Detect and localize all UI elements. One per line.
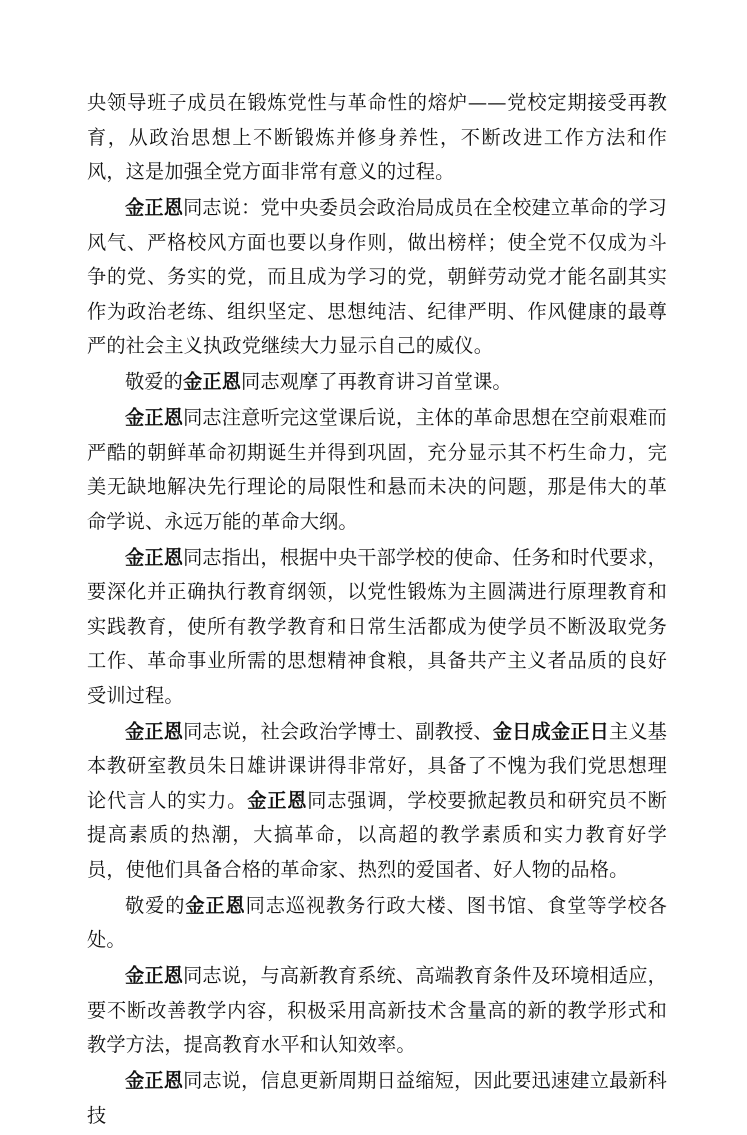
paragraph [87, 365, 667, 400]
body-text-segment: 同志观摩了再教育讲习首堂课。 [241, 370, 512, 393]
paragraph [87, 959, 667, 1063]
body-text-segment: 同志说，信息更新周期日益缩短，因此要迅速建立最新科技 [87, 1069, 668, 1127]
body-text-segment: 主义基本教研室教员朱日雄讲课讲得非常好，具备了不愧为我们党思想理论代言人的实力。 [87, 719, 668, 812]
body-text-segment: 同志强调，学校要掀起教员和研究员不断提高素质的热潮，大搞革命，以高超的教学素质和实力教育好学员，使他们具备合格的革命家、热烈的爱国者、好人物的品格。 [87, 788, 667, 881]
body-text [87, 86, 667, 1135]
paragraph [87, 86, 667, 190]
body-text-segment: 敬爱的 [125, 370, 184, 393]
leader-name: 金正恩 [183, 370, 242, 393]
body-text-segment: 同志说，与高新教育系统、高端教育条件及环境相适应，要不断改善教学内容，积极采用高新技术含量高的新的教学形式和教学方法，提高教育水平和认知效率。 [87, 964, 668, 1056]
leader-name: 金正恩 [185, 893, 246, 917]
body-text-segment: 同志注意听完这堂课后说，主体的革命思想在空前艰难而严酷的朝鲜革命初期诞生并得到巩固，充分显示其不朽生命力，完美无缺地解决先行理论的局限性和悬而未决的问题，那是伟大的革命学说、永远万能的革命大纲。 [87, 406, 668, 533]
paragraph [87, 541, 667, 714]
body-text-segment: 同志说：党中央委员会政治局成员在全校建立革命的学习风气、严格校风方面也要以身作则，做出榜样；使全党不仅成为斗争的党、务实的党，而且成为学习的党，朝鲜劳动党才能名副其实作为政治老练、组织坚定、思想纯洁、纪律严明、作风健康的最尊严的社会主义执政党继续大力显示自己的威仪。 [87, 196, 668, 357]
leader-name: 金正恩 [125, 1069, 184, 1092]
leader-name: 金正恩 [125, 545, 184, 569]
leader-name: 金正恩 [125, 406, 184, 429]
paragraph [87, 889, 667, 958]
leader-name: 金正恩 [125, 964, 184, 987]
leader-name: 金日成金正日 [492, 719, 609, 743]
leader-name: 金正恩 [125, 719, 184, 743]
paragraph [87, 401, 667, 539]
body-text-segment: 同志巡视教务行政大楼、图书馆、食堂等学校各处。 [87, 893, 667, 951]
body-text-segment: 同志说，社会政治学博士、副教授、 [183, 719, 493, 743]
leader-name: 金正恩 [247, 788, 308, 812]
body-text-segment: 同志指出，根据中央干部学校的使命、任务和时代要求，要深化并正确执行教育纲领，以党性锻炼为主圆满进行原理教育和实践教育，使所有教学教育和日常生活都成为使学员不断汲取党务工作、革命事业所需的思想精神食粮，具备共产主义者品质的良好受训过程。 [87, 545, 668, 707]
paragraph [87, 1064, 667, 1133]
leader-name: 金正恩 [125, 196, 184, 219]
body-text-segment: 敬爱的 [125, 893, 186, 917]
paragraph [87, 191, 667, 364]
paragraph [87, 715, 667, 888]
body-text-segment: 央领导班子成员在锻炼党性与革命性的熔炉——党校定期接受再教育，从政治思想上不断锻炼并修身养性，不断改进工作方法和作风，这是加强全党方面非常有意义的过程。 [87, 91, 667, 183]
